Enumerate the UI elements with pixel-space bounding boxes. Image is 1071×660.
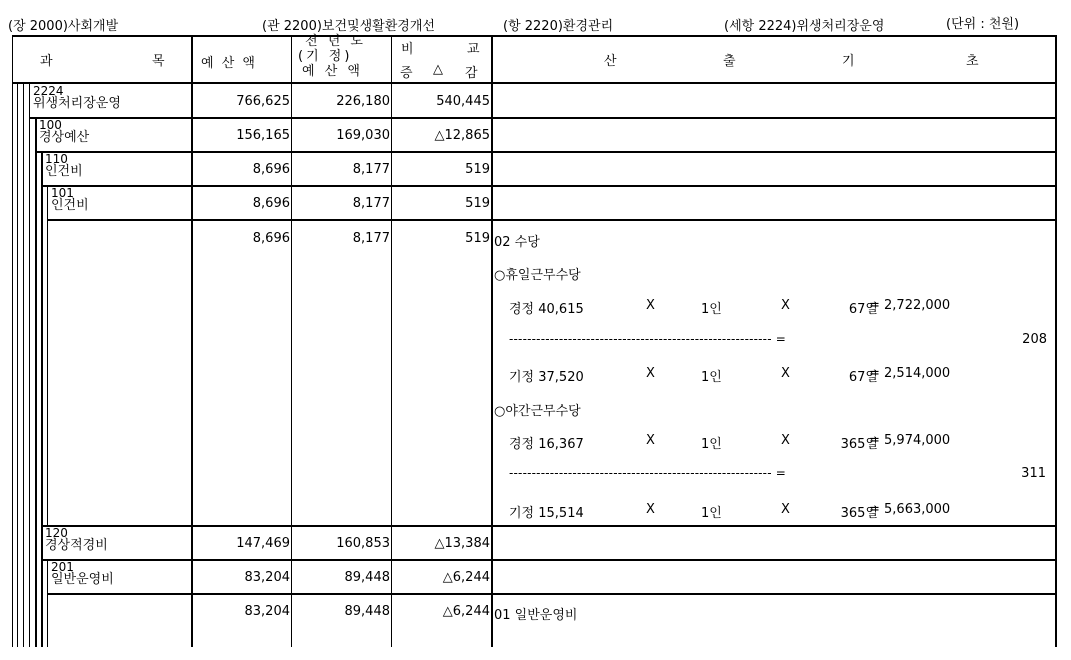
table-header-bottom-border [12,82,1057,84]
row-code: 101 [51,186,74,200]
detail-sub1-line2-persons: 1인 [701,370,722,385]
row-code: 110 [45,152,68,166]
nest-line-level-0b [17,84,18,647]
row-budget: 8,696 [252,196,290,211]
row-separator-5 [41,525,1057,527]
detail-sub2-line1-eq: = 5,974,000 [869,433,951,448]
detail-sub1-line2-label: 기정 37,520 [509,370,584,385]
detail-sub2-line1-x1: X [646,433,655,448]
row-name: 경상예산 [39,130,90,145]
row-prev: 160,853 [336,536,390,551]
row-diff: △6,244 [442,604,490,619]
col-header-cmp-1a: 비 [401,42,414,57]
col-header-cmp-2b: △ [433,62,443,77]
col-header-basis-2: 출 [723,54,736,69]
nest-line-level-0a [12,84,13,647]
col-header-basis-4: 초 [966,54,979,69]
row-diff: △6,244 [442,570,490,585]
table-right-border [1055,35,1057,647]
row-name: 인건비 [45,164,83,179]
nest-line-level-1 [35,118,37,647]
nest-line-level-2 [41,152,43,647]
col-header-basis-3: 기 [842,54,855,69]
detail-sub2-line2-eq: = 5,663,000 [869,502,951,517]
detail-sub2-line2-persons: 1인 [701,506,722,521]
detail-sub2-line2-label: 기정 15,514 [509,506,584,521]
detail-sub2-line1-persons: 1인 [701,437,722,452]
detail-sub1-line2-days: 67일 [848,370,878,385]
row-code: 100 [39,118,62,132]
row-budget: 8,696 [252,162,290,177]
detail-sub1-line1-x1: X [646,298,655,313]
detail-item2-title: 01 일반운영비 [494,608,578,623]
row-prev: 8,177 [352,162,390,177]
detail-sub2-line2-x2: X [781,502,790,517]
row-separator-7 [47,593,1057,595]
detail-sub2-dash: ---------------------------------------------------------- = [509,466,787,480]
row-name: 인건비 [51,198,89,213]
row-prev: 8,177 [352,231,390,246]
table-top-border [12,35,1057,37]
col-header-prev-2: (기 정) [298,49,353,64]
header-unit: (단위 : 천원) [946,17,1020,32]
col-header-prev-1: 전 년 도 [305,34,366,49]
detail-sub2-line1-label: 경정 16,367 [509,437,584,452]
header-sehang: (세항 2224)위생처리장운영 [724,19,885,34]
row-diff: 540,445 [436,94,490,109]
row-name: 위생처리장운영 [33,96,121,111]
detail-sub2-title: ○야간근무수당 [494,404,581,419]
col-divider-basis [491,35,493,647]
detail-sub1-line1-eq: = 2,722,000 [869,298,951,313]
table-row [39,120,89,145]
detail-sub1-line2-x1: X [646,366,655,381]
row-prev: 89,448 [344,570,390,585]
row-separator-4 [47,219,1057,221]
row-diff: △13,384 [434,536,490,551]
row-prev: 8,177 [352,196,390,211]
detail-sub2-line2-x1: X [646,502,655,517]
detail-item-title: 02 수당 [494,235,540,250]
detail-sub2-total: 311 [1021,466,1046,481]
row-diff: △12,865 [434,128,490,143]
row-separator-3 [41,185,1057,187]
row-separator-2 [35,151,1057,153]
header-hang: (항 2220)환경관리 [503,19,614,34]
detail-sub1-line1-days: 67일 [848,302,878,317]
detail-sub1-line1-x2: X [781,298,790,313]
col-header-cmp-2c: 감 [465,66,478,81]
col-header-gwamok-2: 목 [152,54,165,69]
row-budget: 766,625 [236,94,290,109]
row-diff: 519 [465,196,490,211]
table-row [45,528,108,553]
row-budget: 147,469 [236,536,290,551]
table-row [51,562,114,587]
row-budget: 156,165 [236,128,290,143]
table-row [33,86,121,111]
table-row [45,154,83,179]
table-row [51,188,89,213]
detail-sub1-line1-label: 경정 40,615 [509,302,584,317]
nest-line-level-3a [47,186,48,526]
row-budget: 8,696 [252,231,290,246]
col-header-gwamok-1: 과 [40,54,53,69]
detail-sub2-line1-x2: X [781,433,790,448]
row-prev: 169,030 [336,128,390,143]
row-code: 201 [51,560,74,574]
row-budget: 83,204 [244,570,290,585]
col-header-prev-3: 예 산 액 [302,64,363,79]
detail-sub1-title: ○휴일근무수당 [494,268,581,283]
row-diff: 519 [465,231,490,246]
header-jang: (장 2000)사회개발 [8,19,119,34]
detail-sub1-line1-persons: 1인 [701,302,722,317]
header-gwan: (관 2200)보건및생활환경개선 [262,19,435,34]
row-name: 경상적경비 [45,538,108,553]
row-name: 일반운영비 [51,572,114,587]
row-budget: 83,204 [244,604,290,619]
row-separator-1 [29,117,1057,119]
row-separator-6 [41,559,1057,561]
nest-line-level-3b [47,560,48,647]
row-prev: 226,180 [336,94,390,109]
detail-sub2-line1-days: 365일 [840,437,878,452]
detail-sub1-line2-eq: = 2,514,000 [869,366,951,381]
detail-sub1-dash: ---------------------------------------------------------- = [509,332,787,346]
row-prev: 89,448 [344,604,390,619]
col-header-cmp-1b: 교 [467,42,480,57]
col-divider-cmp [391,35,392,647]
detail-sub2-line2-days: 365일 [840,506,878,521]
detail-sub1-total: 208 [1022,332,1047,347]
row-code: 120 [45,526,68,540]
col-header-cmp-2a: 증 [400,66,413,81]
detail-sub1-line2-x2: X [781,366,790,381]
col-divider-prev [291,35,292,647]
row-code: 2224 [33,84,64,98]
nest-line-level-0c [23,84,24,647]
nest-line-level-0d [29,84,30,647]
table-left-border [12,35,13,83]
row-diff: 519 [465,162,490,177]
col-header-budget: 예 산 액 [201,56,257,71]
col-divider-budget [191,35,193,647]
col-header-basis-1: 산 [604,54,617,69]
